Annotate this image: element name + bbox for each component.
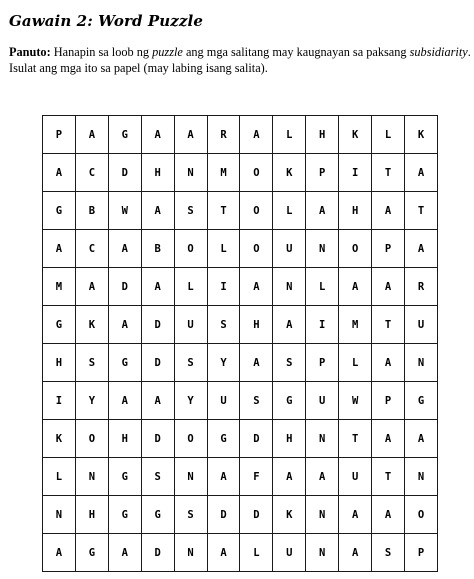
puzzle-cell: H bbox=[75, 496, 108, 534]
puzzle-cell: U bbox=[207, 382, 240, 420]
puzzle-cell: A bbox=[75, 116, 108, 154]
puzzle-cell: A bbox=[404, 230, 437, 268]
puzzle-cell: N bbox=[273, 268, 306, 306]
puzzle-row bbox=[43, 268, 438, 306]
puzzle-cell: G bbox=[141, 496, 174, 534]
puzzle-cell: A bbox=[141, 116, 174, 154]
puzzle-cell: G bbox=[43, 306, 76, 344]
puzzle-cell: Y bbox=[75, 382, 108, 420]
puzzle-cell: D bbox=[240, 420, 273, 458]
puzzle-cell: A bbox=[339, 268, 372, 306]
puzzle-row bbox=[43, 230, 438, 268]
puzzle-cell: S bbox=[273, 344, 306, 382]
puzzle-cell: G bbox=[273, 382, 306, 420]
puzzle-cell: M bbox=[207, 154, 240, 192]
puzzle-cell: M bbox=[339, 306, 372, 344]
puzzle-cell: A bbox=[43, 534, 76, 572]
puzzle-cell: B bbox=[75, 192, 108, 230]
puzzle-cell: A bbox=[240, 116, 273, 154]
puzzle-cell: P bbox=[404, 534, 437, 572]
puzzle-cell: A bbox=[207, 458, 240, 496]
puzzle-cell: P bbox=[372, 230, 405, 268]
puzzle-cell: H bbox=[240, 306, 273, 344]
instructions bbox=[9, 44, 471, 76]
puzzle-cell: L bbox=[174, 268, 207, 306]
puzzle-cell: S bbox=[174, 344, 207, 382]
puzzle-cell: I bbox=[339, 154, 372, 192]
puzzle-cell: R bbox=[404, 268, 437, 306]
puzzle-cell: O bbox=[240, 154, 273, 192]
puzzle-cell: A bbox=[339, 496, 372, 534]
puzzle-row bbox=[43, 344, 438, 382]
puzzle-cell: A bbox=[372, 496, 405, 534]
puzzle-cell: G bbox=[75, 534, 108, 572]
puzzle-cell: A bbox=[141, 192, 174, 230]
puzzle-cell: A bbox=[240, 268, 273, 306]
puzzle-cell: A bbox=[141, 382, 174, 420]
puzzle-cell: I bbox=[207, 268, 240, 306]
puzzle-cell: N bbox=[75, 458, 108, 496]
puzzle-cell: S bbox=[240, 382, 273, 420]
puzzle-cell: I bbox=[43, 382, 76, 420]
puzzle-cell: N bbox=[174, 154, 207, 192]
puzzle-cell: N bbox=[174, 534, 207, 572]
instructions-text-2: ang mga salitang may kaugnayan sa paksang bbox=[182, 45, 410, 59]
puzzle-cell: D bbox=[207, 496, 240, 534]
puzzle-cell: O bbox=[240, 192, 273, 230]
puzzle-cell: G bbox=[404, 382, 437, 420]
puzzle-cell: T bbox=[207, 192, 240, 230]
puzzle-cell: P bbox=[372, 382, 405, 420]
puzzle-cell: W bbox=[339, 382, 372, 420]
puzzle-cell: L bbox=[273, 116, 306, 154]
puzzle-cell: A bbox=[273, 306, 306, 344]
puzzle-cell: S bbox=[75, 344, 108, 382]
puzzle-cell: A bbox=[306, 192, 339, 230]
puzzle-row bbox=[43, 420, 438, 458]
puzzle-cell: K bbox=[273, 496, 306, 534]
instructions-emphasis-puzzle: puzzle bbox=[152, 45, 183, 59]
puzzle-cell: O bbox=[339, 230, 372, 268]
puzzle-cell: N bbox=[174, 458, 207, 496]
puzzle-row bbox=[43, 458, 438, 496]
puzzle-cell: N bbox=[43, 496, 76, 534]
puzzle-cell: A bbox=[372, 420, 405, 458]
puzzle-cell: M bbox=[43, 268, 76, 306]
puzzle-row bbox=[43, 154, 438, 192]
instructions-text-3: . Isulat ang mga ito sa papel (may labing isang salita). bbox=[9, 45, 471, 75]
puzzle-row bbox=[43, 192, 438, 230]
puzzle-cell: A bbox=[108, 382, 141, 420]
puzzle-cell: O bbox=[174, 420, 207, 458]
puzzle-row bbox=[43, 382, 438, 420]
puzzle-cell: K bbox=[404, 116, 437, 154]
puzzle-cell: D bbox=[141, 534, 174, 572]
puzzle-cell: T bbox=[404, 192, 437, 230]
puzzle-cell: T bbox=[372, 154, 405, 192]
puzzle-cell: A bbox=[404, 154, 437, 192]
puzzle-cell: L bbox=[339, 344, 372, 382]
puzzle-cell: L bbox=[207, 230, 240, 268]
puzzle-cell: G bbox=[108, 116, 141, 154]
puzzle-row bbox=[43, 534, 438, 572]
puzzle-cell: N bbox=[306, 496, 339, 534]
puzzle-cell: O bbox=[75, 420, 108, 458]
puzzle-cell: N bbox=[306, 230, 339, 268]
puzzle-cell: A bbox=[372, 344, 405, 382]
puzzle-cell: A bbox=[75, 268, 108, 306]
puzzle-cell: H bbox=[141, 154, 174, 192]
word-puzzle-grid bbox=[42, 115, 438, 572]
instructions-text-1: Hanapin sa loob ng bbox=[50, 45, 153, 59]
puzzle-cell: S bbox=[207, 306, 240, 344]
puzzle-cell: T bbox=[372, 306, 405, 344]
puzzle-cell: G bbox=[108, 344, 141, 382]
puzzle-cell: A bbox=[43, 230, 76, 268]
puzzle-cell: G bbox=[108, 458, 141, 496]
puzzle-cell: U bbox=[339, 458, 372, 496]
instructions-emphasis-subsidiarity: subsidiarity bbox=[409, 45, 468, 59]
puzzle-cell: A bbox=[404, 420, 437, 458]
puzzle-cell: A bbox=[141, 268, 174, 306]
puzzle-cell: N bbox=[404, 344, 437, 382]
puzzle-cell: U bbox=[306, 382, 339, 420]
puzzle-cell: H bbox=[108, 420, 141, 458]
puzzle-cell: N bbox=[306, 534, 339, 572]
puzzle-cell: O bbox=[174, 230, 207, 268]
puzzle-cell: S bbox=[372, 534, 405, 572]
puzzle-cell: Y bbox=[207, 344, 240, 382]
puzzle-cell: H bbox=[306, 116, 339, 154]
puzzle-cell: A bbox=[306, 458, 339, 496]
puzzle-cell: G bbox=[108, 496, 141, 534]
puzzle-cell: U bbox=[273, 534, 306, 572]
puzzle-cell: K bbox=[43, 420, 76, 458]
puzzle-cell: D bbox=[108, 154, 141, 192]
puzzle-cell: L bbox=[372, 116, 405, 154]
puzzle-cell: A bbox=[108, 534, 141, 572]
puzzle-cell: P bbox=[306, 154, 339, 192]
puzzle-cell: L bbox=[273, 192, 306, 230]
puzzle-row bbox=[43, 496, 438, 534]
word-puzzle-body bbox=[43, 116, 438, 572]
puzzle-cell: S bbox=[174, 192, 207, 230]
puzzle-cell: D bbox=[108, 268, 141, 306]
puzzle-cell: L bbox=[306, 268, 339, 306]
instructions-label: Panuto: bbox=[9, 45, 51, 59]
puzzle-cell: N bbox=[404, 458, 437, 496]
puzzle-cell: H bbox=[273, 420, 306, 458]
puzzle-cell: I bbox=[306, 306, 339, 344]
puzzle-cell: C bbox=[75, 154, 108, 192]
puzzle-cell: A bbox=[174, 116, 207, 154]
puzzle-cell: D bbox=[141, 344, 174, 382]
puzzle-cell: D bbox=[141, 420, 174, 458]
puzzle-cell: R bbox=[207, 116, 240, 154]
puzzle-cell: A bbox=[108, 306, 141, 344]
puzzle-cell: H bbox=[43, 344, 76, 382]
puzzle-cell: N bbox=[306, 420, 339, 458]
puzzle-cell: G bbox=[207, 420, 240, 458]
puzzle-cell: G bbox=[43, 192, 76, 230]
puzzle-cell: T bbox=[339, 420, 372, 458]
puzzle-row bbox=[43, 306, 438, 344]
puzzle-cell: D bbox=[240, 496, 273, 534]
puzzle-cell: P bbox=[43, 116, 76, 154]
puzzle-cell: B bbox=[141, 230, 174, 268]
puzzle-row bbox=[43, 116, 438, 154]
puzzle-cell: Y bbox=[174, 382, 207, 420]
puzzle-cell: S bbox=[174, 496, 207, 534]
puzzle-cell: U bbox=[174, 306, 207, 344]
page-title: Gawain 2: Word Puzzle bbox=[9, 12, 203, 30]
puzzle-cell: P bbox=[306, 344, 339, 382]
puzzle-cell: L bbox=[43, 458, 76, 496]
puzzle-cell: K bbox=[339, 116, 372, 154]
puzzle-cell: A bbox=[240, 344, 273, 382]
puzzle-cell: D bbox=[141, 306, 174, 344]
puzzle-cell: K bbox=[75, 306, 108, 344]
puzzle-cell: O bbox=[404, 496, 437, 534]
puzzle-cell: W bbox=[108, 192, 141, 230]
puzzle-cell: A bbox=[372, 192, 405, 230]
puzzle-cell: L bbox=[240, 534, 273, 572]
puzzle-cell: A bbox=[108, 230, 141, 268]
puzzle-cell: A bbox=[207, 534, 240, 572]
puzzle-cell: U bbox=[273, 230, 306, 268]
puzzle-cell: A bbox=[339, 534, 372, 572]
puzzle-cell: F bbox=[240, 458, 273, 496]
puzzle-cell: K bbox=[273, 154, 306, 192]
puzzle-cell: T bbox=[372, 458, 405, 496]
puzzle-cell: U bbox=[404, 306, 437, 344]
puzzle-cell: A bbox=[273, 458, 306, 496]
puzzle-cell: C bbox=[75, 230, 108, 268]
puzzle-cell: H bbox=[339, 192, 372, 230]
puzzle-cell: O bbox=[240, 230, 273, 268]
puzzle-cell: A bbox=[372, 268, 405, 306]
puzzle-cell: S bbox=[141, 458, 174, 496]
puzzle-cell: A bbox=[43, 154, 76, 192]
